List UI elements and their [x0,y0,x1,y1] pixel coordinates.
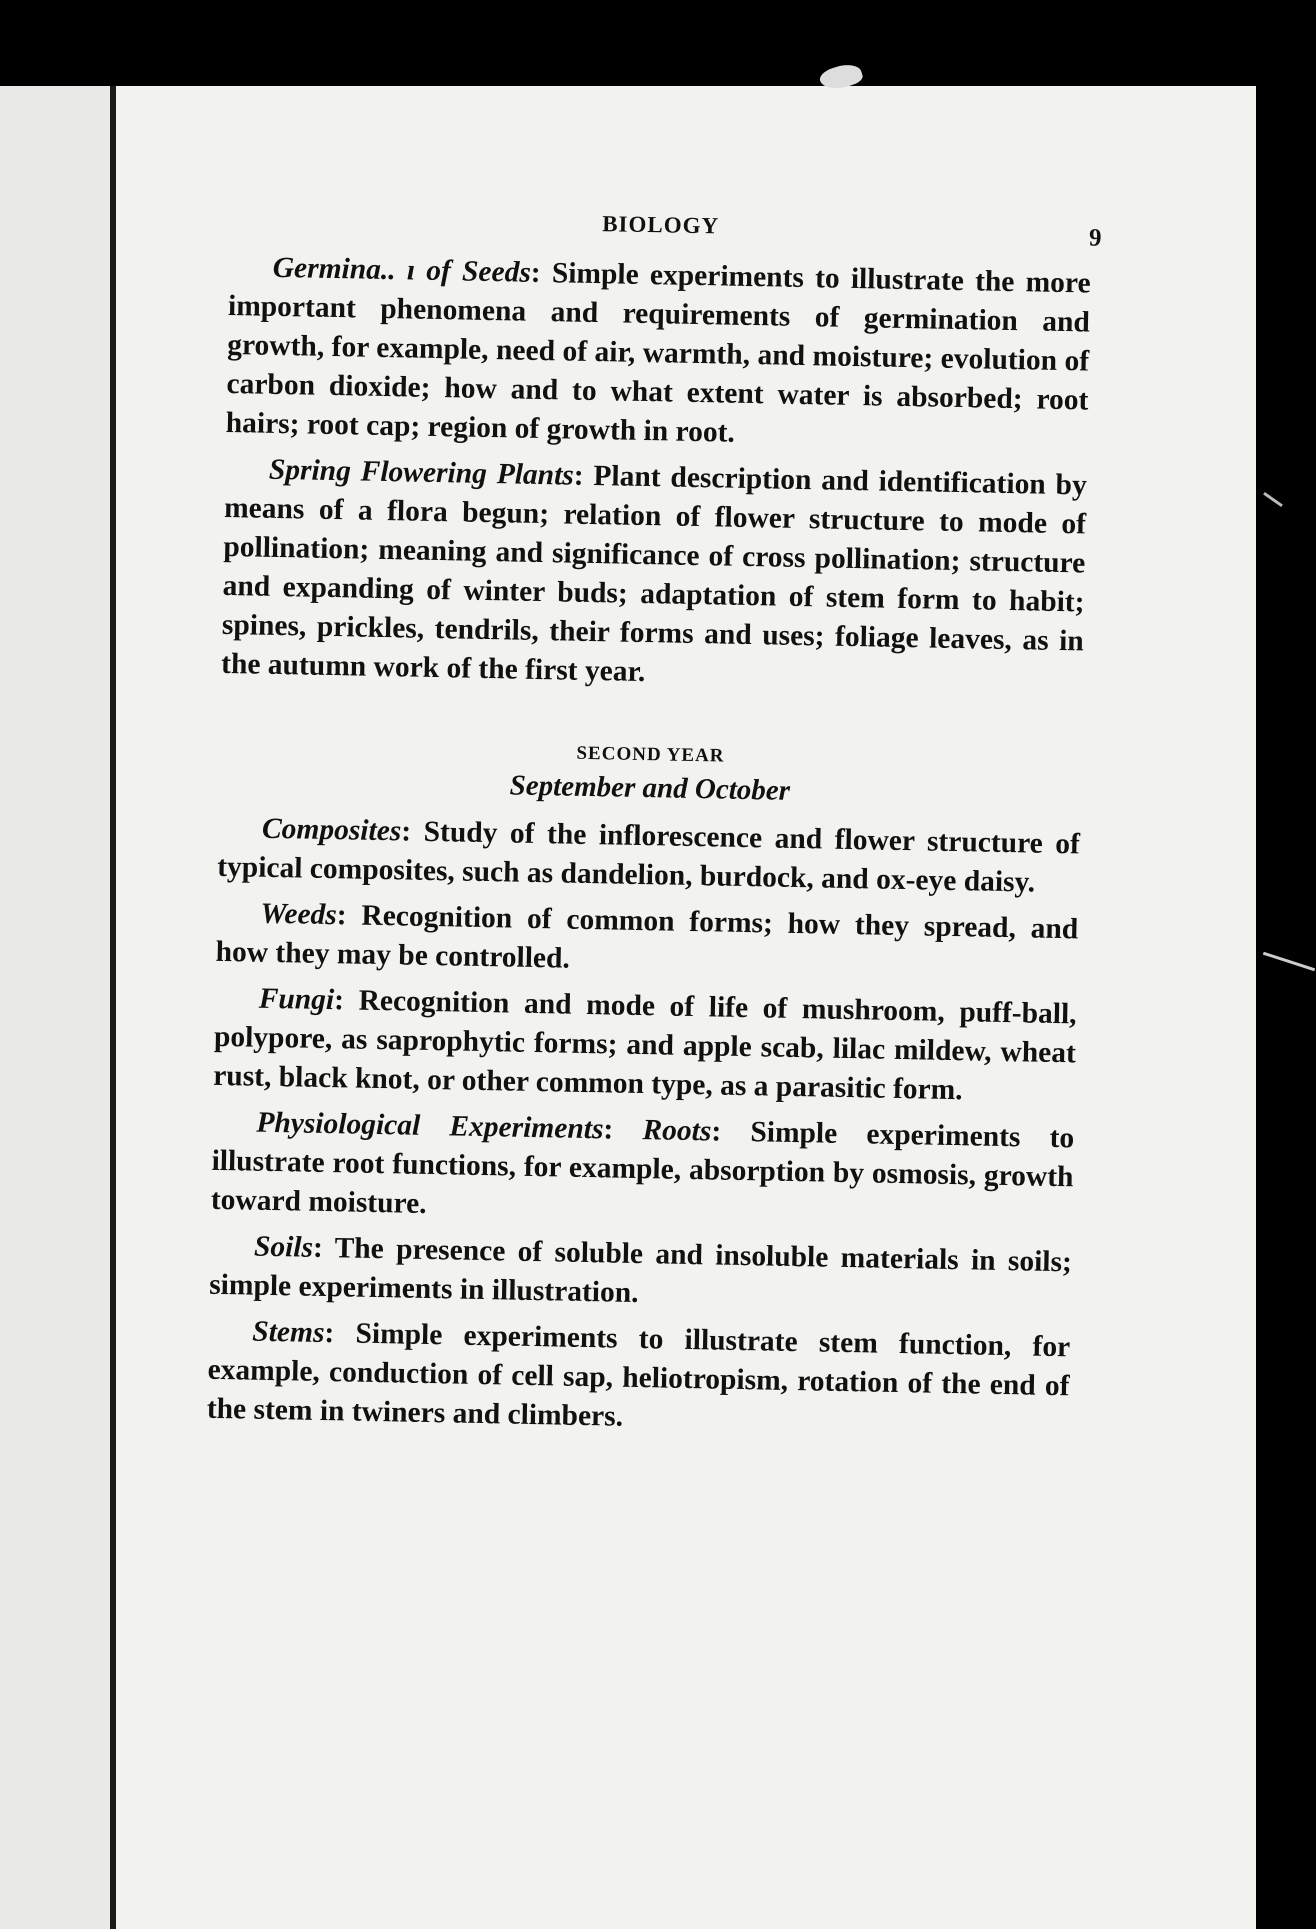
section-heading: SECOND YEAR [576,742,725,767]
paragraph-term: Spring Flowering Plants [268,453,575,492]
paragraph-stems [206,1312,1070,1446]
paragraph-germination [225,248,1091,460]
paragraph-term: Composites [261,812,402,848]
page-content [206,204,1102,1452]
paragraph-text: : Simple experiments to illustrate the more important phenomena and requirements of germination and growth, for example, need of air, warmth, and moisture; evolution of carbon dioxide; how and to what extent water is absorbed; root hairs; root cap; region of growth in root. [225,256,1091,449]
page-number: 9 [1088,224,1102,252]
scan-artifact [1263,492,1283,507]
paragraph-composites [217,809,1080,904]
paragraph-term: Soils [253,1230,314,1264]
paragraph-text: : Simple experiments to illustrate stem function, for example, conduction of cell sap, heliotropism, rotation of the end of the stem in twiners and climbers. [206,1317,1071,1433]
paragraph-text: : Study of the inflorescence and flower structure of typical composites, such as dandelion, burdock, and ox-eye daisy. [216,815,1081,899]
section-subheading: September and October [509,769,791,807]
paragraph-term: Physiological Experiments [256,1106,604,1146]
paragraph-text: : Recognition and mode of life of mushroom, puff-ball, polypore, as saprophytic forms; and apple scab, lilac mildew, wheat rust, black knot, or other common type, as a parasitic form. [212,984,1077,1107]
adjacent-page-edge [0,86,110,1929]
paragraph-text: : Simple experiments to illustrate root functions, for example, absorption by osmosis, growth toward moisture. [210,1115,1075,1220]
paragraph-text: : Plant description and identification by means of a flora begun; relation of flower structure to mode of pollination; meaning and significance of cross pollination; structure and expanding of winter buds; adaptation of stem form to habit; spines, prickles, tendrils, their forms and uses; foliage leaves, as in the autumn work of the first year. [220,459,1088,689]
scanned-page [116,86,1256,1929]
paragraph-text: : Recognition of common forms; how they spread, and how they may be controlled. [215,899,1079,975]
scan-artifact [1263,952,1315,972]
paragraph-spring-flowering-plants [221,450,1087,701]
paragraph-text: : [603,1113,643,1147]
paragraph-subterm: Roots [642,1114,712,1148]
paragraph-term: Stems [252,1315,325,1350]
paragraph-weeds [215,894,1078,989]
paragraph-fungi [213,979,1077,1113]
paragraph-physiological-experiments [210,1103,1074,1237]
paragraph-soils [209,1227,1072,1322]
paragraph-term: Fungi [258,982,335,1017]
paragraph-term: Germina.. ı of Seeds [272,251,532,289]
page-header-title: BIOLOGY [601,211,720,239]
paragraph-text: : The presence of soluble and insoluble materials in soils; simple experiments in illustration. [208,1231,1073,1310]
paragraph-term: Weeds [260,897,338,932]
